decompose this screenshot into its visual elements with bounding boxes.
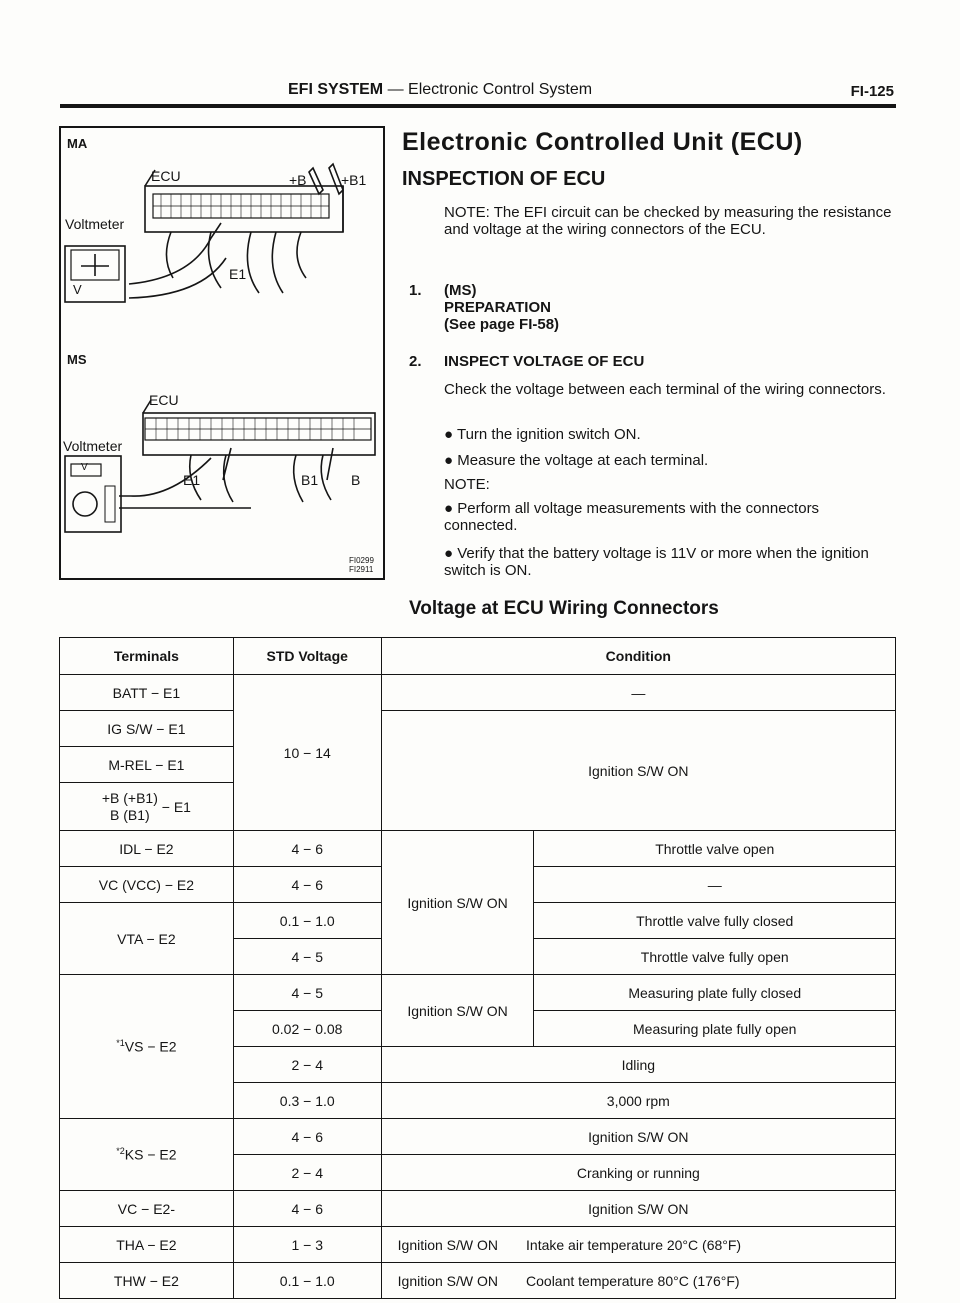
table-row <box>60 675 896 711</box>
table-row <box>60 1119 896 1155</box>
meter-v-label-2: V <box>81 462 88 473</box>
terminal-cell-vs <box>60 975 234 1119</box>
condition-cell: Ignition S/W ON <box>381 711 895 831</box>
wiring-diagram <box>61 128 387 582</box>
bullet-battery-voltage: ● Verify that the battery voltage is 11V or more when the ignition switch is ON. <box>444 545 869 579</box>
ms-label: MS <box>67 352 87 367</box>
table-row <box>60 975 896 1011</box>
condition-detail-cell: Throttle valve fully closed <box>534 903 896 939</box>
condition-cell: 3,000 rpm <box>381 1083 895 1119</box>
condition-detail-cell: Measuring plate fully open <box>534 1011 896 1047</box>
header-std-voltage: STD Voltage <box>233 638 381 675</box>
plus-b-label: +B <box>289 172 307 188</box>
condition-cell: Ignition S/W ON <box>381 975 534 1047</box>
voltage-cell: 2 − 4 <box>233 1047 381 1083</box>
step1-line1: (MS) <box>444 282 477 299</box>
bullet-ignition-on: ● Turn the ignition switch ON. <box>444 426 641 443</box>
table-row <box>60 831 896 867</box>
voltage-cell: 4 − 5 <box>233 939 381 975</box>
section-subtitle: INSPECTION OF ECU <box>402 168 606 190</box>
step2-text: Check the voltage between each terminal of the wiring connectors. <box>444 381 886 398</box>
terminal-cell: M-REL − E1 <box>60 747 234 783</box>
step2-title: INSPECT VOLTAGE OF ECU <box>444 353 645 370</box>
page-number: FI-125 <box>850 83 894 100</box>
condition-cell <box>381 1263 895 1299</box>
header-rule <box>60 104 896 108</box>
header-title: EFI SYSTEM — Electronic Control System <box>288 81 593 98</box>
ecu-inspection-figure <box>59 126 385 580</box>
voltage-table <box>59 637 896 1299</box>
ecu-label-bottom: ECU <box>149 392 179 408</box>
header-condition: Condition <box>381 638 895 675</box>
step1-number: 1. <box>409 282 422 299</box>
terminal-cell: BATT − E1 <box>60 675 234 711</box>
condition-temp: Coolant temperature 80°C (176°F) <box>526 1272 740 1289</box>
voltmeter-label-bottom: Voltmeter <box>63 438 123 454</box>
voltage-cell: 0.02 − 0.08 <box>233 1011 381 1047</box>
terminal-vs: VS − E2 <box>124 1038 177 1055</box>
voltage-cell: 2 − 4 <box>233 1155 381 1191</box>
terminal-cell: IDL − E2 <box>60 831 234 867</box>
voltage-cell: 4 − 6 <box>233 1191 381 1227</box>
condition-cell <box>381 1227 895 1263</box>
footnote-marker: *2 <box>116 1146 125 1157</box>
page-header <box>60 78 896 102</box>
terminal-b-plus: +B (+B1) <box>101 789 158 806</box>
step2-number: 2. <box>409 353 422 370</box>
bullet-connectors-connected: ● Perform all voltage measurements with the connectors connected. <box>444 500 820 534</box>
condition-ign: Ignition S/W ON <box>397 1272 499 1289</box>
b1-label: B1 <box>301 472 319 488</box>
terminal-cell-b <box>60 783 234 831</box>
figure-code-1: FI0299 <box>349 556 374 565</box>
condition-cell: Ignition S/W ON <box>381 1119 895 1155</box>
step1-line2: PREPARATION <box>444 299 551 316</box>
terminal-b: B (B1) <box>110 806 150 823</box>
terminal-cell: VC − E2- <box>60 1191 234 1227</box>
ecu-label-top: ECU <box>151 168 181 184</box>
voltage-cell: 4 − 5 <box>233 975 381 1011</box>
condition-cell: Ignition S/W ON <box>381 1191 895 1227</box>
condition-detail-cell: Measuring plate fully closed <box>534 975 896 1011</box>
intro-note: NOTE: The EFI circuit can be checked by measuring the resistance and voltage at the wiring connectors of the ECU. <box>444 204 892 238</box>
voltage-cell: 0.3 − 1.0 <box>233 1083 381 1119</box>
terminal-cell: THW − E2 <box>60 1263 234 1299</box>
voltage-cell: 4 − 6 <box>233 1119 381 1155</box>
table-row <box>60 1263 896 1299</box>
page-title: Electronic Controlled Unit (ECU) <box>402 128 803 156</box>
voltage-cell: 0.1 − 1.0 <box>233 903 381 939</box>
terminal-cell: VC (VCC) − E2 <box>60 867 234 903</box>
voltage-cell: 10 − 14 <box>233 675 381 831</box>
condition-ign: Ignition S/W ON <box>397 1236 499 1253</box>
table-row <box>60 711 896 747</box>
b-label: B <box>351 472 361 488</box>
condition-cell: Ignition S/W ON <box>381 831 534 975</box>
condition-cell: — <box>381 675 895 711</box>
meter-v-label: V <box>73 282 82 297</box>
voltage-cell: 4 − 6 <box>233 867 381 903</box>
terminal-ks: KS − E2 <box>124 1146 177 1163</box>
terminal-cell: IG S/W − E1 <box>60 711 234 747</box>
step1-line3: (See page FI-58) <box>444 316 560 333</box>
condition-detail-cell: Throttle valve open <box>534 831 896 867</box>
condition-detail-cell: Throttle valve fully open <box>534 939 896 975</box>
voltage-cell: 0.1 − 1.0 <box>233 1263 381 1299</box>
figure-code-2: FI2911 <box>349 565 374 574</box>
e1-label-bottom: E1 <box>183 472 201 488</box>
terminal-b-suffix: − E1 <box>161 798 191 815</box>
ms-multimeter <box>65 456 121 532</box>
condition-temp: Intake air temperature 20°C (68°F) <box>526 1236 742 1253</box>
terminal-cell: VTA − E2 <box>60 903 234 975</box>
condition-cell: Idling <box>381 1047 895 1083</box>
header-terminals: Terminals <box>60 638 234 675</box>
terminal-cell: THA − E2 <box>60 1227 234 1263</box>
table-title: Voltage at ECU Wiring Connectors <box>409 598 719 619</box>
plus-b1-label: +B1 <box>341 172 367 188</box>
condition-detail-cell: — <box>534 867 896 903</box>
note2-label: NOTE: <box>444 476 490 493</box>
voltage-cell: 4 − 6 <box>233 831 381 867</box>
condition-cell: Cranking or running <box>381 1155 895 1191</box>
e1-label-top: E1 <box>229 266 247 282</box>
step1-body <box>444 282 896 333</box>
table-row <box>60 1191 896 1227</box>
table-header-row <box>60 638 896 675</box>
footnote-marker: *1 <box>116 1038 125 1049</box>
voltage-cell: 1 − 3 <box>233 1227 381 1263</box>
voltmeter-label-top: Voltmeter <box>65 216 125 232</box>
table-row <box>60 1227 896 1263</box>
bullet-measure-voltage: ● Measure the voltage at each terminal. <box>444 452 709 469</box>
terminal-cell-ks <box>60 1119 234 1191</box>
ma-label: MA <box>67 136 88 151</box>
ma-ecu-body <box>145 186 343 232</box>
